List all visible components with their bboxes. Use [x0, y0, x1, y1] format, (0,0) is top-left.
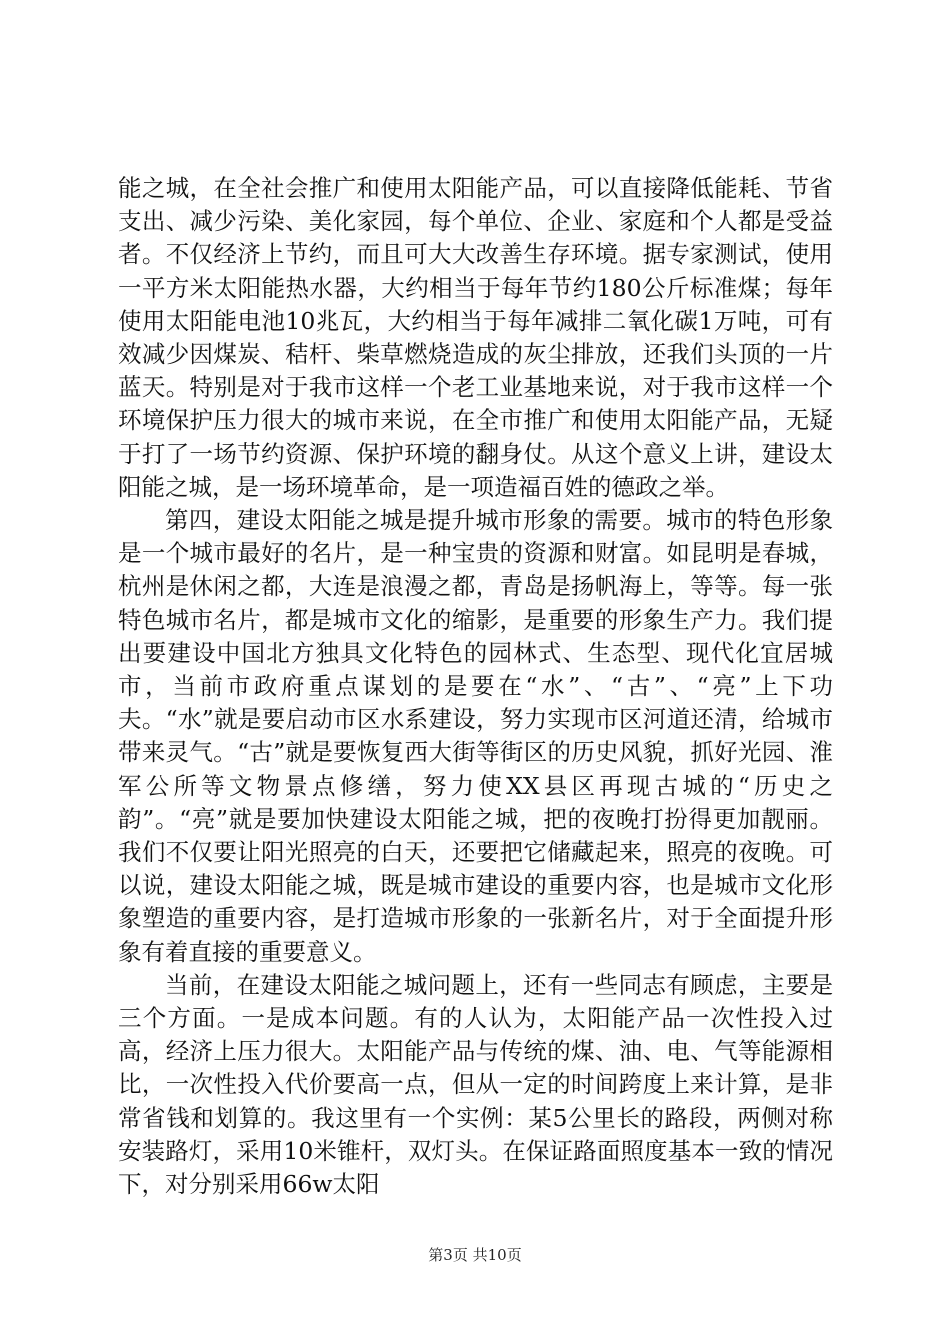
paragraph-3: 当前，在建设太阳能之城问题上，还有一些同志有顾虑，主要是三个方面。一是成本问题。有的人认为，太阳能产品一次性投入过高，经济上压力很大。太阳能产品与传统的煤、油、电、气等能源相比，一次性投入代价要高一点，但从一定的时间跨度上来计算，是非常省钱和划算的。我这里有一个实例：某5公里长的路段，两侧对称安装路灯，采用10米锥杆，双灯头。在保证路面照度基本一致的情况下，对分别采用66w太阳 [118, 970, 833, 1199]
page-footer: 第3页 共10页 [428, 1246, 522, 1264]
paragraph-2: 第四，建设太阳能之城是提升城市形象的需要。城市的特色形象是一个城市最好的名片，是一种宝贵的资源和财富。如昆明是春城，杭州是休闲之都，大连是浪漫之都，青岛是扬帆海上，等等。每一张特色城市名片，都是城市文化的缩影，是重要的形象生产力。我们提出要建设中国北方独具文化特色的园林式、生态型、现代化宜居城市，当前市政府重点谋划的是要在“水”、“古”、“亮”上下功夫。“水”就是要启动市区水系建设，努力实现市区河道还清，给城市带来灵气。“古”就是要恢复西大街等街区的历史风貌，抓好光园、淮军公所等文物景点修缮，努力使XX县区再现古城的“历史之韵”。“亮”就是要加快建设太阳能之城，把的夜晚打扮得更加靓丽。我们不仅要让阳光照亮的白天，还要把它储藏起来，照亮的夜晚。可以说，建设太阳能之城，既是城市建设的重要内容，也是城市文化形象塑造的重要内容，是打造城市形象的一张新名片，对于全面提升形象有着直接的重要意义。 [118, 506, 833, 966]
paragraph-1: 能之城，在全社会推广和使用太阳能产品，可以直接降低能耗、节省支出、减少污染、美化家园，每个单位、企业、家庭和个人都是受益者。不仅经济上节约，而且可大大改善生存环境。据专家测试，使用一平方米太阳能热水器，大约相当于每年节约180公斤标准煤；每年使用太阳能电池10兆瓦，大约相当于每年减排二氧化碳1万吨，可有效减少因煤炭、秸杆、柴草燃烧造成的灰尘排放，还我们头顶的一片蓝天。特别是对于我市这样一个老工业基地来说，对于我市这样一个环境保护压力很大的城市来说，在全市推广和使用太阳能产品，无疑于打了一场节约资源、保护环境的翻身仗。从这个意义上讲，建设太阳能之城，是一场环境革命，是一项造福百姓的德政之举。 [118, 174, 833, 501]
body-text [118, 172, 833, 1201]
